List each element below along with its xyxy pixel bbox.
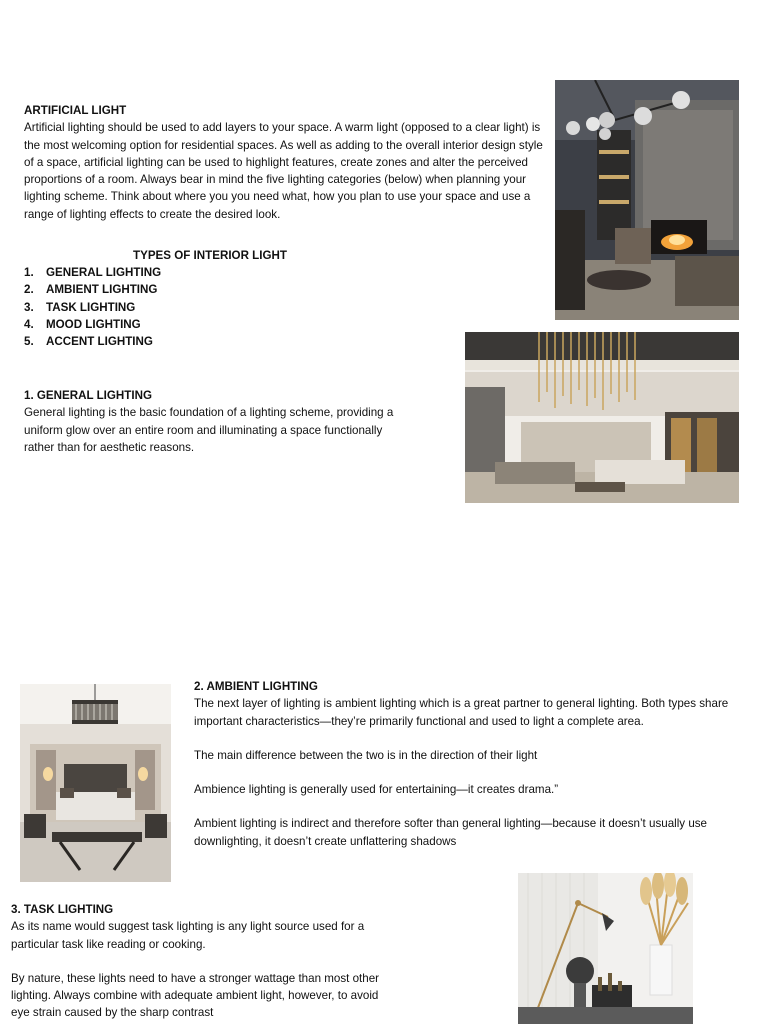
ambient-lighting-heading: 2. AMBIENT LIGHTING	[194, 680, 318, 693]
bedroom-chandelier-photo	[20, 684, 171, 882]
artificial-light-heading: ARTIFICIAL LIGHT	[24, 104, 127, 117]
ambient-paragraph-1: The next layer of lighting is ambient lighting which is a great partner to general lighting. Both types share important characteristics—they’re primarily functional and used to light a complete area.	[194, 697, 729, 728]
general-lighting-section	[24, 387, 394, 456]
list-item: 2. AMBIENT LIGHTING	[24, 283, 158, 297]
task-lighting-section	[11, 901, 389, 1022]
ambient-paragraph-2: The main difference between the two is in the direction of their light	[194, 748, 538, 762]
desk-lamp-photo	[518, 873, 693, 1024]
task-lighting-heading: 3. TASK LIGHTING	[11, 903, 114, 916]
list-item: 1. GENERAL LIGHTING	[24, 266, 162, 279]
list-item: 3. TASK LIGHTING	[24, 300, 136, 314]
task-paragraph-1: As its name would suggest task lighting is any light source used for a particular task like reading or cooking.	[11, 920, 365, 951]
task-paragraph-2: By nature, these lights need to have a stronger wattage than most other lighting. Always combine with adequate ambient light, however, to avoid eye strain caused by the sharp contrast	[11, 971, 380, 1020]
artificial-light-section	[24, 102, 552, 223]
living-room-fireplace-photo	[555, 80, 739, 320]
artificial-light-body: Artificial lighting should be used to add layers to your space. A warm light (opposed to a clear light) is the most welcoming option for residential spaces. As well as adding to the overall interior design style of a space, artificial lighting can be used to highlight features, create zones and alter the perceived proportions of a room. Always bear in mind the five lighting categories (below) when planning your lighting scheme. Think about where you you need what, how you plan to use your space and use a range of lighting effects to create the desired look.	[24, 121, 543, 221]
ambient-lighting-section	[194, 678, 760, 850]
types-heading: TYPES OF INTERIOR LIGHT	[133, 249, 287, 262]
double-height-lounge-photo	[465, 332, 739, 503]
general-lighting-body: General lighting is the basic foundation of a lighting scheme, providing a uniform glow over an entire room and illuminating a space functionally rather than for aesthetic reasons.	[24, 406, 394, 454]
types-list	[24, 264, 161, 350]
ambient-paragraph-3: Ambience lighting is generally used for entertaining—it creates drama.”	[194, 783, 559, 797]
list-item: 4. MOOD LIGHTING	[24, 317, 141, 331]
list-item: 5. ACCENT LIGHTING	[24, 335, 153, 349]
general-lighting-heading: 1. GENERAL LIGHTING	[24, 389, 152, 402]
ambient-paragraph-4: Ambient lighting is indirect and therefore softer than general lighting—because it doesn’t usually use downlighting, it doesn’t create unflattering shadows	[194, 817, 708, 848]
